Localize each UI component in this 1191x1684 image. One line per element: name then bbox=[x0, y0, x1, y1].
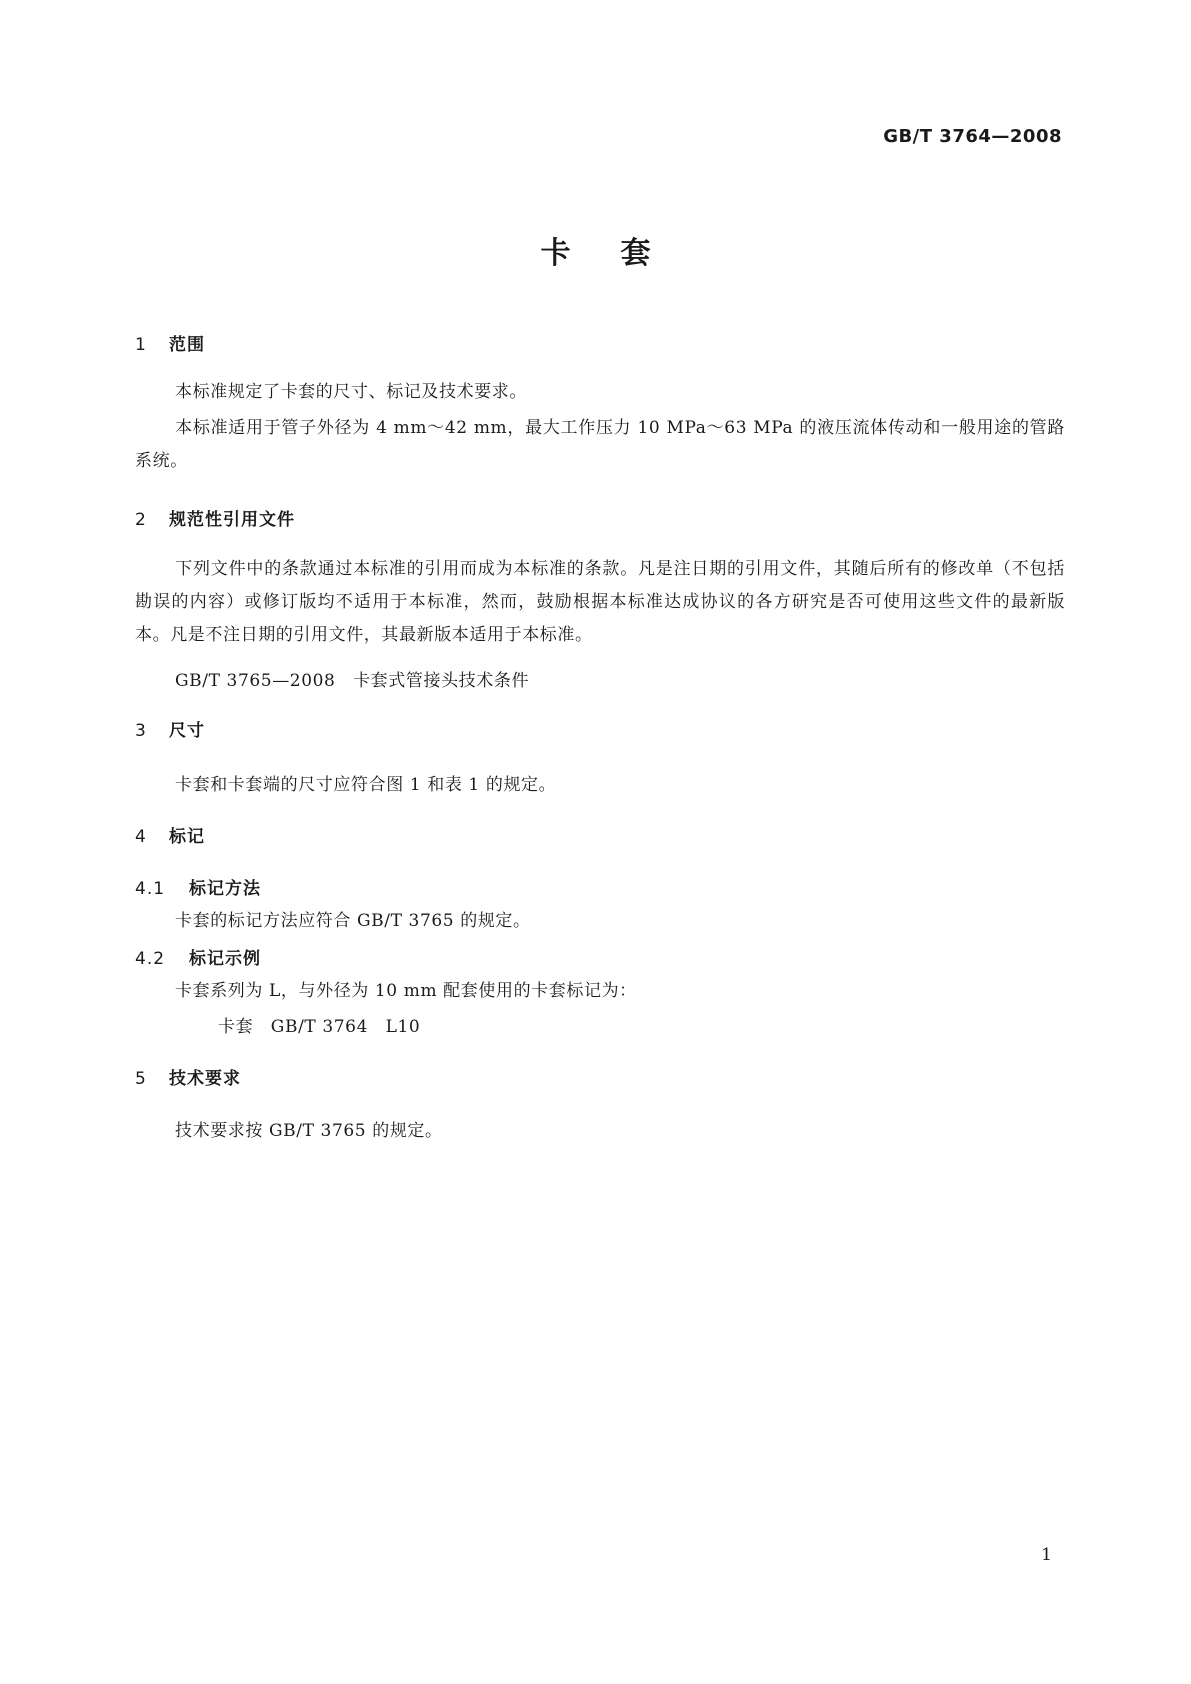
section-title: 技术要求 bbox=[169, 1069, 241, 1089]
section-title: 标记示例 bbox=[189, 949, 261, 969]
section-2-heading bbox=[135, 505, 295, 530]
section-title: 标记 bbox=[169, 827, 205, 847]
section-number: 3 bbox=[135, 721, 147, 741]
section-4-2-heading bbox=[135, 944, 261, 969]
section-4-2-paragraph-1: 卡套系列为 L，与外径为 10 mm 配套使用的卡套标记为： bbox=[175, 981, 637, 1001]
section-number: 4.2 bbox=[135, 949, 166, 969]
section-3-paragraph-1: 卡套和卡套端的尺寸应符合图 1 和表 1 的规定。 bbox=[175, 775, 557, 795]
section-number: 1 bbox=[135, 335, 147, 355]
section-title: 范围 bbox=[169, 335, 205, 355]
paragraph-text: 下列文件中的条款通过本标准的引用而成为本标准的条款。凡是注日期的引用文件，其随后所有的修改单（不包括勘误的内容）或修订版均不适用于本标准，然而，鼓励根据本标准达成协议的各方研究是否可使用这些文件的最新版本。凡是不注日期的引用文件，其最新版本适用于本标准。 bbox=[135, 559, 1065, 645]
document-title: 卡套 bbox=[540, 236, 701, 271]
section-2-paragraph-1 bbox=[135, 553, 1065, 652]
page-number: 1 bbox=[1041, 1545, 1052, 1565]
standard-number: GB/T 3764—2008 bbox=[883, 126, 1062, 147]
section-title: 尺寸 bbox=[169, 721, 205, 741]
section-4-1-heading bbox=[135, 874, 261, 899]
section-3-heading bbox=[135, 716, 205, 741]
section-1-paragraph-2 bbox=[135, 412, 1065, 478]
normative-reference: GB/T 3765—2008 卡套式管接头技术条件 bbox=[175, 671, 530, 691]
section-4-1-paragraph-1: 卡套的标记方法应符合 GB/T 3765 的规定。 bbox=[175, 911, 531, 931]
section-number: 2 bbox=[135, 510, 147, 530]
paragraph-text: 本标准规定了卡套的尺寸、标记及技术要求。 bbox=[175, 382, 527, 402]
section-1-heading bbox=[135, 330, 205, 355]
section-title: 标记方法 bbox=[189, 879, 261, 899]
section-number: 4.1 bbox=[135, 879, 166, 899]
section-5-heading bbox=[135, 1064, 241, 1089]
section-number: 4 bbox=[135, 827, 147, 847]
section-4-heading bbox=[135, 822, 205, 847]
section-5-paragraph-1: 技术要求按 GB/T 3765 的规定。 bbox=[175, 1121, 443, 1141]
section-number: 5 bbox=[135, 1069, 147, 1089]
paragraph-text: 本标准适用于管子外径为 4 mm～42 mm，最大工作压力 10 MPa～63 MPa 的液压流体传动和一般用途的管路系统。 bbox=[135, 418, 1065, 471]
marking-example: 卡套 GB/T 3764 L10 bbox=[218, 1017, 421, 1037]
section-title: 规范性引用文件 bbox=[169, 510, 295, 530]
section-1-paragraph-1 bbox=[135, 376, 1065, 409]
